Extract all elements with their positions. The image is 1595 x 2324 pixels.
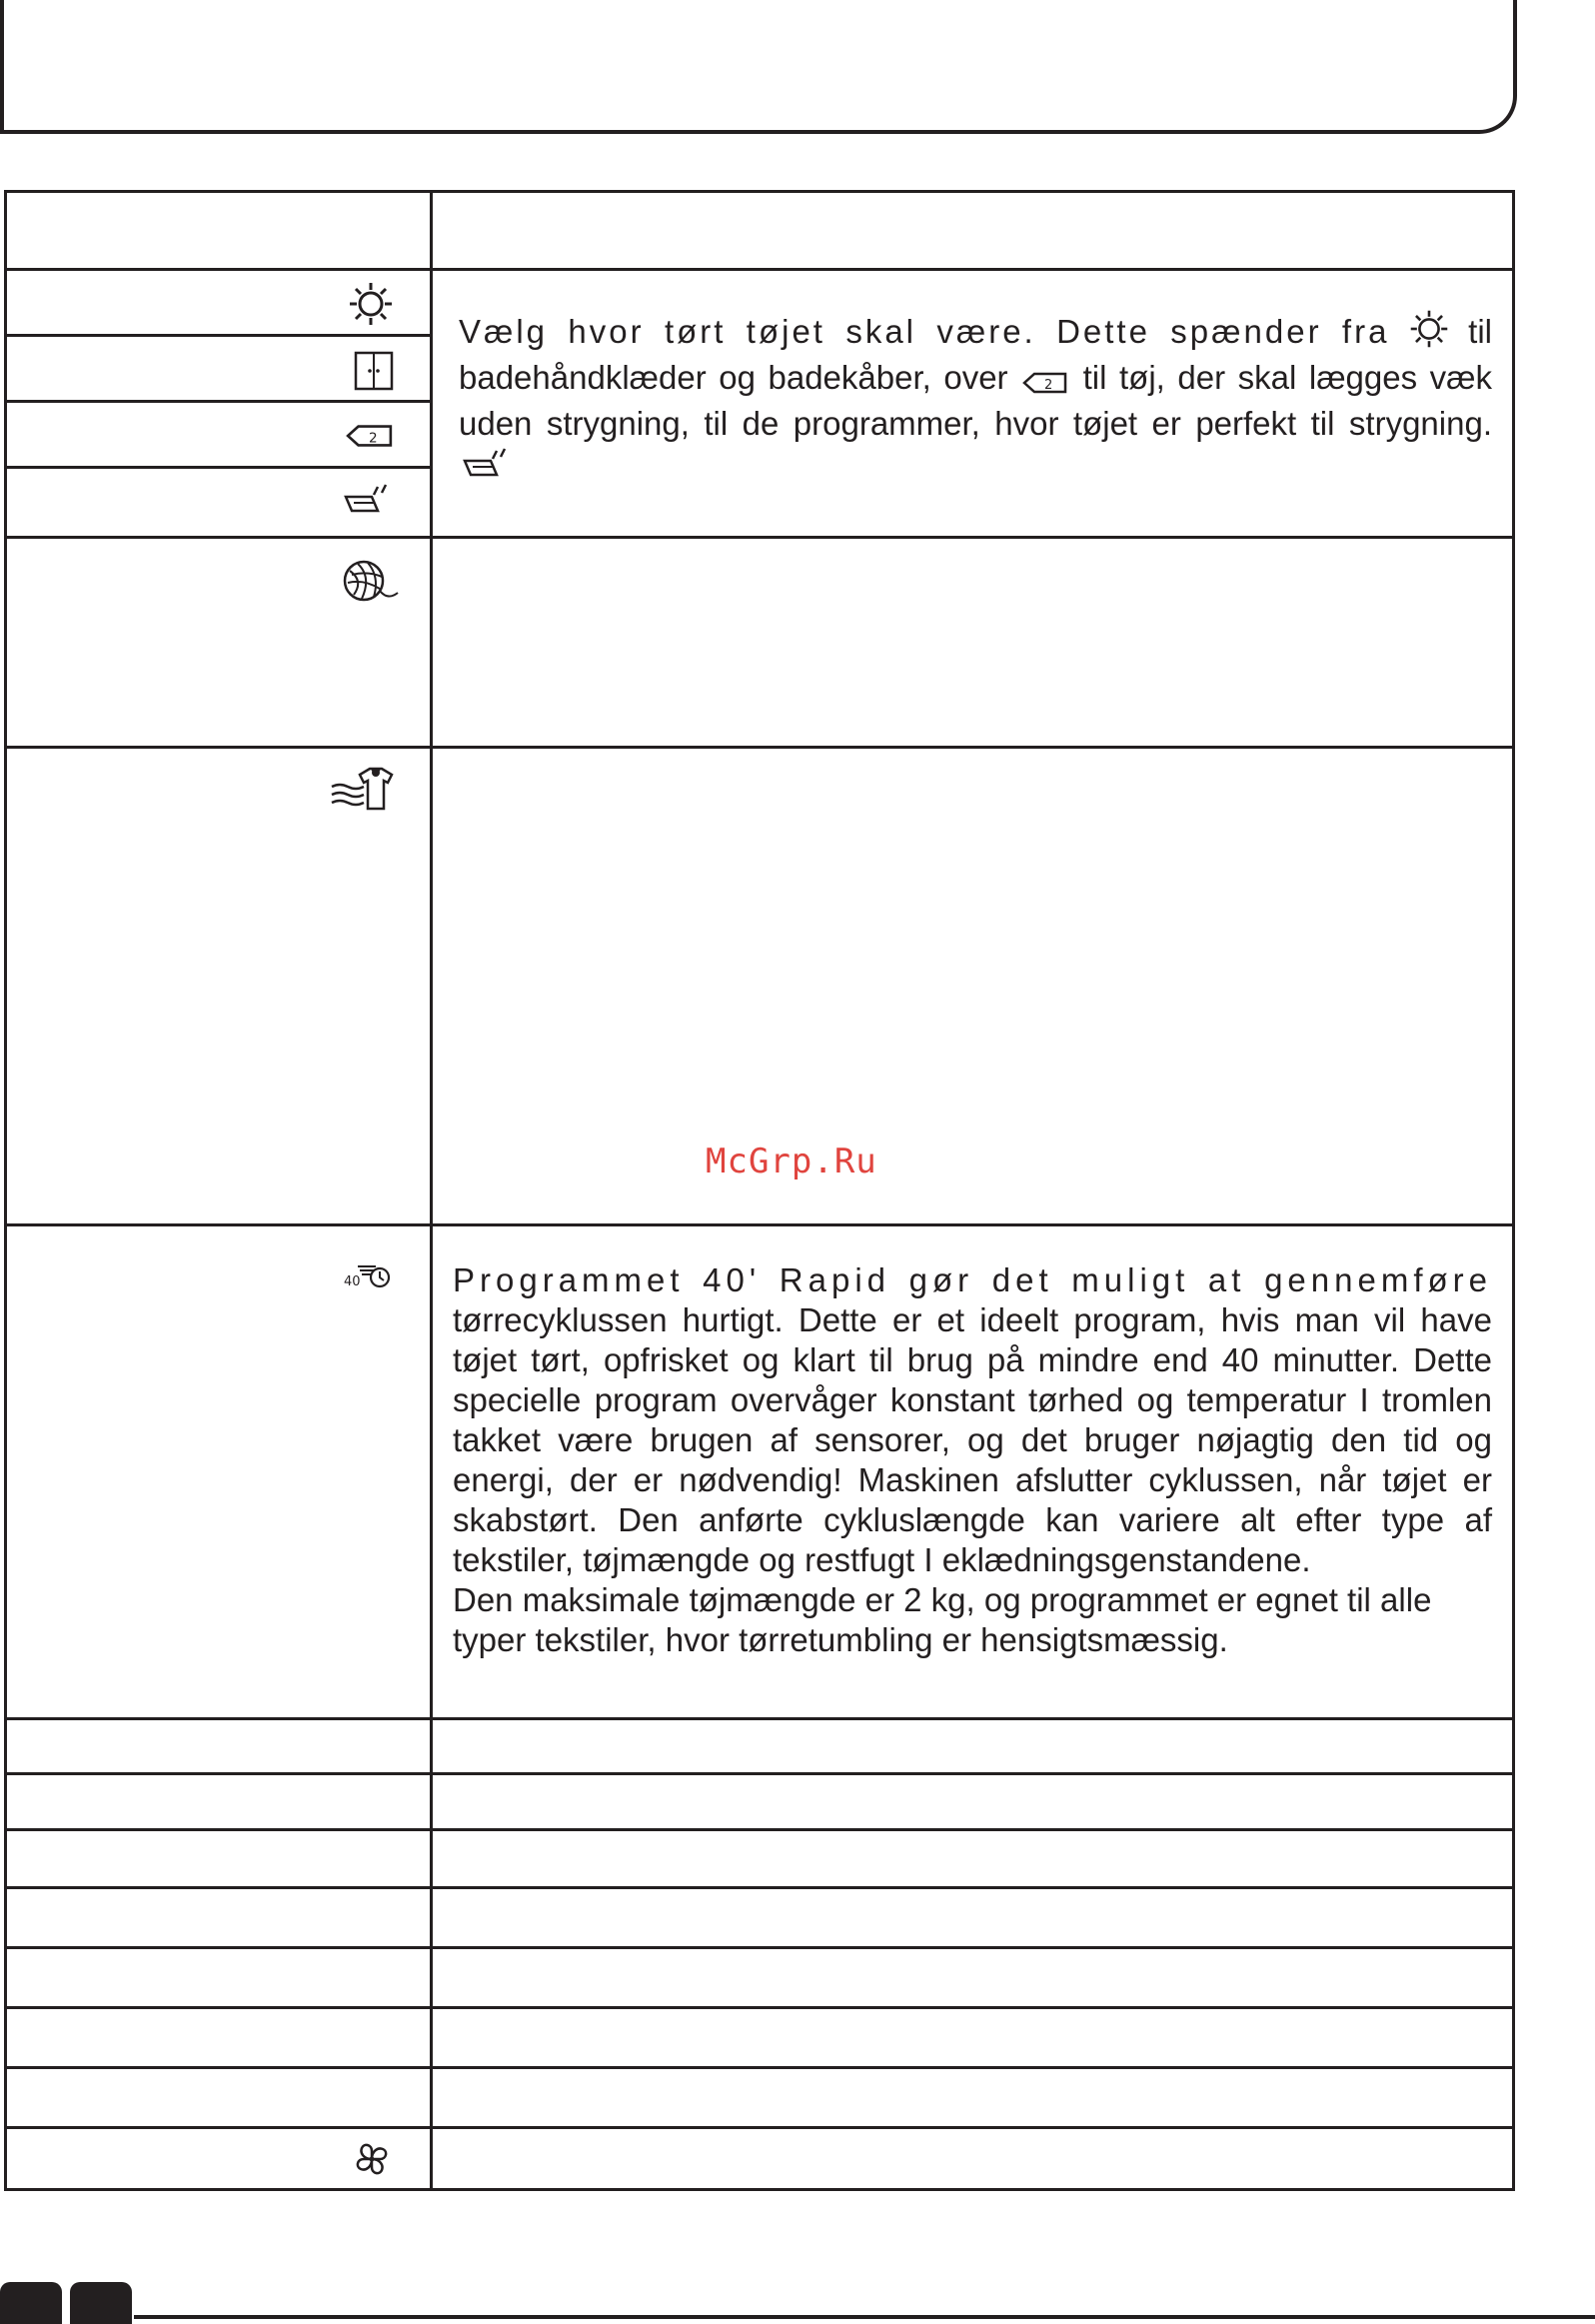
footer-rule	[134, 2315, 1595, 2319]
wool-label-cell	[6, 538, 432, 748]
header-desc-cell	[432, 192, 1514, 270]
fan-icon	[352, 2139, 392, 2179]
svg-text:2: 2	[368, 430, 378, 447]
table-row	[6, 2068, 1514, 2128]
table-row	[6, 1719, 1514, 1774]
fan-label-cell	[6, 2128, 432, 2190]
page-number-block-right	[70, 2282, 132, 2324]
table-row	[6, 538, 1514, 748]
rapid-body: tørrecyklussen hurtigt. Dette er et ideelt program, hvis man vil have tøjet tørt, opfrisket og klart til brug på mindre end 40 minutter. Dette specielle program overvåger konstant tørhed og temperatur I tromlen takket være brugen af sensorer, og det bruger nøjagtig den tid og energi, der er nødvendig! Maskinen afslutter cyklussen, når tøjet er skabstørt. Den anførte cykluslængde kan variere alt efter type af tekstiler, tøjmængde og restfugt I eklædningsgenstandene.	[453, 1301, 1492, 1578]
desc-cell	[432, 1830, 1514, 1888]
rapid-lead: Programmet 40' Rapid gør det muligt at gennemføre	[453, 1261, 1492, 1298]
label-cell	[6, 2008, 432, 2068]
dry-level-cell	[6, 468, 432, 538]
wool-yarn-icon	[340, 553, 400, 609]
cupboard-dry-icon	[354, 351, 394, 391]
table-row	[6, 2008, 1514, 2068]
refresh-desc-cell	[432, 748, 1514, 1225]
iron-dry-icon	[461, 445, 513, 490]
refresh-shirt-icon	[330, 765, 400, 813]
table-row	[6, 1774, 1514, 1830]
desc-cell	[432, 1719, 1514, 1774]
iron-dry-icon	[342, 481, 394, 517]
table-row	[6, 2128, 1514, 2190]
svg-text:2: 2	[1044, 378, 1053, 393]
desc-cell	[432, 2068, 1514, 2128]
label-cell	[6, 1948, 432, 2008]
svg-text:40: 40	[344, 1274, 361, 1288]
watermark: McGrp.Ru	[706, 1142, 877, 1181]
rapid-body-2: Den maksimale tøjmængde er 2 kg, og programmet er egnet til alle typer tekstiler, hvor tørretumbling er hensigtsmæssig.	[453, 1581, 1432, 1658]
dryness-text-1: Vælg hvor tørt tøjet skal være. Dette spænder fra	[459, 313, 1390, 350]
desc-cell	[432, 1888, 1514, 1948]
label-cell	[6, 1830, 432, 1888]
dry-level-cell	[6, 336, 432, 402]
label-cell	[6, 1888, 432, 1948]
table-row	[6, 1888, 1514, 1948]
header-label-cell	[6, 192, 432, 270]
dry-level-cell	[6, 402, 432, 468]
wool-desc-cell	[432, 538, 1514, 748]
refresh-label-cell	[6, 748, 432, 1225]
dryness-description	[433, 271, 1512, 490]
desc-cell	[432, 1948, 1514, 2008]
label-cell	[6, 1719, 432, 1774]
extra-dry-sun-icon	[348, 281, 394, 327]
dryness-desc-cell	[432, 270, 1514, 538]
rapid-desc-cell	[432, 1225, 1514, 1719]
desc-cell	[432, 1774, 1514, 1830]
dryness-text-2: til badehåndklæder og badekåber, over	[459, 313, 1492, 396]
program-table	[4, 190, 1515, 2191]
dry-level-cell	[6, 270, 432, 336]
dryness-text-3: til tøj, der skal lægges væk uden strygning, til de programmer, hvor tøjet er perfekt til strygning.	[459, 359, 1492, 442]
rapid-label-cell	[6, 1225, 432, 1719]
table-header-row	[6, 192, 1514, 270]
desc-cell	[432, 2008, 1514, 2068]
hanger-dry-icon	[1022, 364, 1068, 404]
page-number-block-left	[0, 2282, 62, 2324]
table-row	[6, 1948, 1514, 2008]
hanger-dry-icon	[346, 423, 394, 449]
header-box	[0, 0, 1517, 134]
table-row	[6, 1225, 1514, 1719]
extra-dry-sun-icon	[1409, 309, 1449, 358]
label-cell	[6, 1774, 432, 1830]
label-cell	[6, 2068, 432, 2128]
table-row	[6, 270, 1514, 336]
fan-desc-cell	[432, 2128, 1514, 2190]
rapid-description	[433, 1226, 1512, 1660]
table-row	[6, 1830, 1514, 1888]
rapid-40-icon	[344, 1262, 392, 1288]
